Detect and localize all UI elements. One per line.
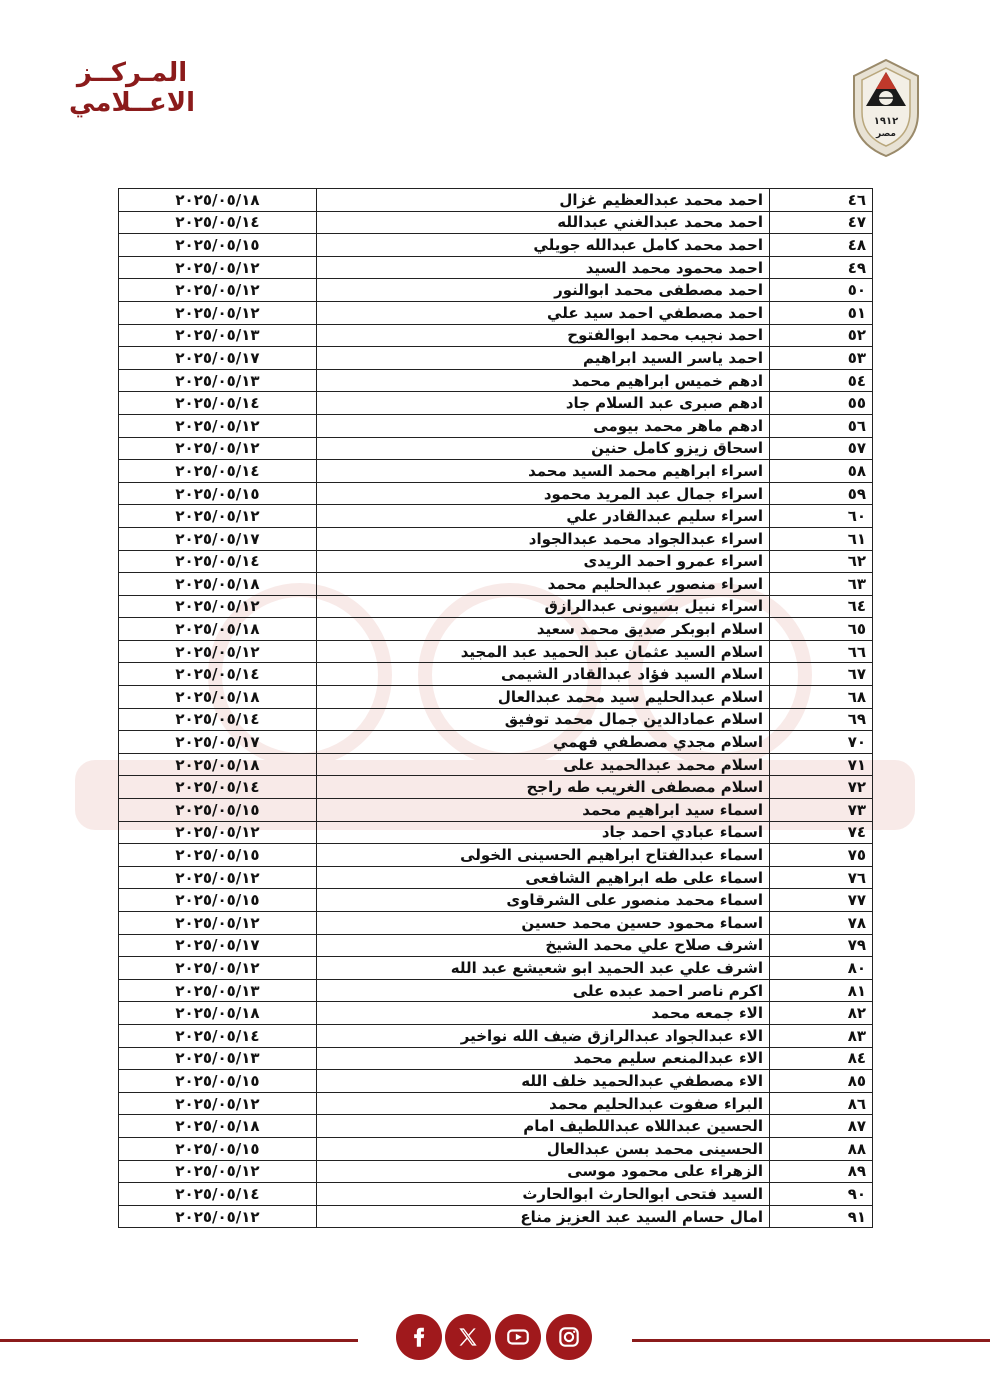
row-name: الاء عبدالجواد عبدالرازق ضيف الله نواخير xyxy=(317,1024,770,1047)
row-number: ٦٢ xyxy=(770,550,873,573)
table-row xyxy=(119,1070,873,1093)
row-number: ٧١ xyxy=(770,753,873,776)
row-name: اسراء سليم عبدالقادر علي xyxy=(317,505,770,528)
row-number: ٦١ xyxy=(770,527,873,550)
row-date: ٢٠٢٥/٠٥/١٤ xyxy=(119,1024,317,1047)
instagram-button[interactable] xyxy=(546,1314,592,1360)
row-name: احمد محمد عبدالغني عبدالله xyxy=(317,211,770,234)
row-date: ٢٠٢٥/٠٥/١٤ xyxy=(119,460,317,483)
table-row xyxy=(119,1047,873,1070)
table-row xyxy=(119,979,873,1002)
table-row xyxy=(119,640,873,663)
row-name: اسراء منصور عبدالحليم محمد xyxy=(317,573,770,596)
row-name: اشرف صلاح علي محمد الشيخ xyxy=(317,934,770,957)
table-row xyxy=(119,437,873,460)
table-row xyxy=(119,414,873,437)
row-number: ٨٠ xyxy=(770,957,873,980)
table-row xyxy=(119,912,873,935)
row-name: اسماء سيد ابراهيم محمد xyxy=(317,799,770,822)
table-row xyxy=(119,1092,873,1115)
table-row xyxy=(119,211,873,234)
table-row xyxy=(119,1205,873,1228)
row-date: ٢٠٢٥/٠٥/١٥ xyxy=(119,889,317,912)
row-name: اسماء على طه ابراهيم الشافعى xyxy=(317,866,770,889)
row-name: اسراء ابراهيم محمد السيد محمد xyxy=(317,460,770,483)
row-date: ٢٠٢٥/٠٥/١٢ xyxy=(119,1092,317,1115)
row-date: ٢٠٢٥/٠٥/١٢ xyxy=(119,414,317,437)
table-row xyxy=(119,301,873,324)
row-date: ٢٠٢٥/٠٥/١٥ xyxy=(119,234,317,257)
row-name: احمد نجيب محمد ابوالفتوح xyxy=(317,324,770,347)
table-row xyxy=(119,279,873,302)
row-date: ٢٠٢٥/٠٥/١٤ xyxy=(119,663,317,686)
table-row xyxy=(119,731,873,754)
row-date: ٢٠٢٥/٠٥/١٨ xyxy=(119,753,317,776)
row-number: ٥٧ xyxy=(770,437,873,460)
row-date: ٢٠٢٥/٠٥/١٧ xyxy=(119,347,317,370)
names-table xyxy=(118,188,873,1228)
row-date: ٢٠٢٥/٠٥/١٢ xyxy=(119,866,317,889)
table-row xyxy=(119,686,873,709)
row-number: ٦٣ xyxy=(770,573,873,596)
row-number: ٨٩ xyxy=(770,1160,873,1183)
row-number: ٨٥ xyxy=(770,1070,873,1093)
row-date: ٢٠٢٥/٠٥/١٥ xyxy=(119,844,317,867)
row-number: ٥٦ xyxy=(770,414,873,437)
row-number: ٨٧ xyxy=(770,1115,873,1138)
row-name: اسماء عبدالفتاح ابراهيم الحسينى الخولى xyxy=(317,844,770,867)
row-name: امال حسام السيد عبد العزيز مناع xyxy=(317,1205,770,1228)
row-number: ٧٨ xyxy=(770,912,873,935)
row-name: اسحاق زيزو كامل حنين xyxy=(317,437,770,460)
row-number: ٤٧ xyxy=(770,211,873,234)
table-row xyxy=(119,392,873,415)
youtube-icon xyxy=(505,1324,531,1350)
row-date: ٢٠٢٥/٠٥/١٣ xyxy=(119,979,317,1002)
table-row xyxy=(119,234,873,257)
table-row xyxy=(119,369,873,392)
row-number: ٤٨ xyxy=(770,234,873,257)
table-body xyxy=(119,189,873,1228)
media-center-title xyxy=(69,58,195,118)
row-name: احمد مصطفى محمد ابوالنور xyxy=(317,279,770,302)
table-row xyxy=(119,527,873,550)
row-name: الزهراء على محمود موسى xyxy=(317,1160,770,1183)
row-number: ٧٩ xyxy=(770,934,873,957)
row-date: ٢٠٢٥/٠٥/١٣ xyxy=(119,324,317,347)
table-row xyxy=(119,844,873,867)
row-date: ٢٠٢٥/٠٥/١٨ xyxy=(119,686,317,709)
table-row xyxy=(119,663,873,686)
row-date: ٢٠٢٥/٠٥/١٧ xyxy=(119,731,317,754)
table-row xyxy=(119,573,873,596)
row-date: ٢٠٢٥/٠٥/١٢ xyxy=(119,505,317,528)
row-date: ٢٠٢٥/٠٥/١٤ xyxy=(119,708,317,731)
row-date: ٢٠٢٥/٠٥/١٤ xyxy=(119,392,317,415)
row-date: ٢٠٢٥/٠٥/١٧ xyxy=(119,527,317,550)
table-row xyxy=(119,505,873,528)
row-date: ٢٠٢٥/٠٥/١٧ xyxy=(119,934,317,957)
row-number: ٧٤ xyxy=(770,821,873,844)
row-number: ٦٧ xyxy=(770,663,873,686)
row-name: اسلام مصطفى الغريب طه راجح xyxy=(317,776,770,799)
table-row xyxy=(119,957,873,980)
row-name: ادهم خميس ابراهيم محمد xyxy=(317,369,770,392)
footer-line-right xyxy=(632,1339,990,1342)
table-row xyxy=(119,1160,873,1183)
row-number: ٨٤ xyxy=(770,1047,873,1070)
footer-line-left xyxy=(0,1339,358,1342)
row-name: احمد مصطفي احمد سيد علي xyxy=(317,301,770,324)
row-date: ٢٠٢٥/٠٥/١٢ xyxy=(119,1160,317,1183)
row-date: ٢٠٢٥/٠٥/١٨ xyxy=(119,573,317,596)
row-date: ٢٠٢٥/٠٥/١٢ xyxy=(119,301,317,324)
table-row xyxy=(119,866,873,889)
row-date: ٢٠٢٥/٠٥/١٨ xyxy=(119,189,317,212)
row-number: ٧٢ xyxy=(770,776,873,799)
row-name: الاء جمعه محمد xyxy=(317,1002,770,1025)
row-name: احمد محمد كامل عبدالله جويلي xyxy=(317,234,770,257)
table-row xyxy=(119,1137,873,1160)
row-name: اسلام السيد عثمان عبد الحميد عبد المجيد xyxy=(317,640,770,663)
row-name: اسماء محمد منصور على الشرقاوى xyxy=(317,889,770,912)
row-date: ٢٠٢٥/٠٥/١٨ xyxy=(119,1115,317,1138)
row-name: احمد محمد عبدالعظيم غزال xyxy=(317,189,770,212)
youtube-button[interactable] xyxy=(495,1314,541,1360)
row-number: ٧٦ xyxy=(770,866,873,889)
row-number: ٦٥ xyxy=(770,618,873,641)
row-date: ٢٠٢٥/٠٥/١٨ xyxy=(119,1002,317,1025)
row-number: ٥٤ xyxy=(770,369,873,392)
x-icon xyxy=(455,1324,481,1350)
emblem-country: مصر xyxy=(875,129,897,139)
row-date: ٢٠٢٥/٠٥/١٢ xyxy=(119,595,317,618)
row-name: الحسين عبداللاه عبداللطيف امام xyxy=(317,1115,770,1138)
row-number: ٦٤ xyxy=(770,595,873,618)
row-date: ٢٠٢٥/٠٥/١٢ xyxy=(119,912,317,935)
syndicate-emblem-icon xyxy=(848,58,924,158)
table-row xyxy=(119,618,873,641)
row-name: الاء مصطفي عبدالحميد خلف الله xyxy=(317,1070,770,1093)
facebook-button[interactable] xyxy=(396,1314,442,1360)
row-date: ٢٠٢٥/٠٥/١٤ xyxy=(119,550,317,573)
row-date: ٢٠٢٥/٠٥/١٢ xyxy=(119,256,317,279)
row-date: ٢٠٢٥/٠٥/١٥ xyxy=(119,799,317,822)
row-number: ٧٥ xyxy=(770,844,873,867)
table-row xyxy=(119,776,873,799)
table-row xyxy=(119,708,873,731)
row-name: اسلام السيد فؤاد عبدالقادر الشيمى xyxy=(317,663,770,686)
row-date: ٢٠٢٥/٠٥/١٨ xyxy=(119,618,317,641)
row-number: ٥٩ xyxy=(770,482,873,505)
table-row xyxy=(119,889,873,912)
table-row xyxy=(119,1115,873,1138)
row-name: اكرم ناصر احمد عبده على xyxy=(317,979,770,1002)
row-number: ٥٨ xyxy=(770,460,873,483)
row-number: ٥٣ xyxy=(770,347,873,370)
row-number: ٤٩ xyxy=(770,256,873,279)
row-name: اسلام محمد عبدالحميد على xyxy=(317,753,770,776)
row-date: ٢٠٢٥/٠٥/١٣ xyxy=(119,369,317,392)
row-date: ٢٠٢٥/٠٥/١٢ xyxy=(119,640,317,663)
row-name: اسماء محمود حسين محمد حسين xyxy=(317,912,770,935)
instagram-icon xyxy=(556,1324,582,1350)
row-name: اسراء جمال عبد المريد محمود xyxy=(317,482,770,505)
row-number: ٧٣ xyxy=(770,799,873,822)
table-row xyxy=(119,189,873,212)
x-button[interactable] xyxy=(445,1314,491,1360)
row-name: اسراء نبيل بسيونى عبدالرازق xyxy=(317,595,770,618)
table-row xyxy=(119,1183,873,1206)
row-name: ادهم صبرى عبد السلام جاد xyxy=(317,392,770,415)
row-number: ٦٠ xyxy=(770,505,873,528)
row-number: ٧٧ xyxy=(770,889,873,912)
row-number: ٧٠ xyxy=(770,731,873,754)
row-number: ٦٨ xyxy=(770,686,873,709)
row-number: ٩٠ xyxy=(770,1183,873,1206)
row-date: ٢٠٢٥/٠٥/١٤ xyxy=(119,211,317,234)
row-name: اسلام عبدالحليم سيد محمد عبدالعال xyxy=(317,686,770,709)
row-number: ٨٣ xyxy=(770,1024,873,1047)
table-row xyxy=(119,482,873,505)
facebook-icon xyxy=(406,1324,432,1350)
row-number: ٦٦ xyxy=(770,640,873,663)
table-row xyxy=(119,753,873,776)
row-number: ٥٠ xyxy=(770,279,873,302)
row-name: ادهم ماهر محمد بيومى xyxy=(317,414,770,437)
row-name: اسلام عمادالدين جمال محمد توفيق xyxy=(317,708,770,731)
row-date: ٢٠٢٥/٠٥/١٤ xyxy=(119,1183,317,1206)
title-line-2: الاعــلامي xyxy=(69,88,195,118)
row-date: ٢٠٢٥/٠٥/١٢ xyxy=(119,437,317,460)
table-row xyxy=(119,550,873,573)
row-number: ٨٢ xyxy=(770,1002,873,1025)
row-name: احمد محمود محمد السيد xyxy=(317,256,770,279)
row-name: احمد ياسر السيد ابراهيم xyxy=(317,347,770,370)
row-number: ٤٦ xyxy=(770,189,873,212)
row-date: ٢٠٢٥/٠٥/١٢ xyxy=(119,1205,317,1228)
row-name: اسلام ابوبكر صديق محمد سعيد xyxy=(317,618,770,641)
row-date: ٢٠٢٥/٠٥/١٤ xyxy=(119,776,317,799)
row-name: البراء صفوت عبدالحليم محمد xyxy=(317,1092,770,1115)
row-date: ٢٠٢٥/٠٥/١٢ xyxy=(119,957,317,980)
row-name: السيد فتحى ابوالحارث ابوالحارث xyxy=(317,1183,770,1206)
table-row xyxy=(119,1024,873,1047)
row-number: ٦٩ xyxy=(770,708,873,731)
row-number: ٨١ xyxy=(770,979,873,1002)
row-name: اسلام مجدي مصطفي فهمي xyxy=(317,731,770,754)
row-date: ٢٠٢٥/٠٥/١٢ xyxy=(119,279,317,302)
row-name: الحسينى محمد بسن عبدالعال xyxy=(317,1137,770,1160)
table-row xyxy=(119,256,873,279)
row-name: اشرف علي عبد الحميد ابو شعيشع عبد الله xyxy=(317,957,770,980)
table-row xyxy=(119,934,873,957)
row-name: اسراء عمرو احمد الريدى xyxy=(317,550,770,573)
table-row xyxy=(119,799,873,822)
row-name: اسماء عبادي احمد جاد xyxy=(317,821,770,844)
row-date: ٢٠٢٥/٠٥/١٥ xyxy=(119,1070,317,1093)
table-row xyxy=(119,347,873,370)
table-row xyxy=(119,821,873,844)
row-date: ٢٠٢٥/٠٥/١٥ xyxy=(119,1137,317,1160)
row-number: ٩١ xyxy=(770,1205,873,1228)
table-row xyxy=(119,595,873,618)
row-number: ٨٦ xyxy=(770,1092,873,1115)
row-number: ٨٨ xyxy=(770,1137,873,1160)
row-number: ٥٢ xyxy=(770,324,873,347)
table-row xyxy=(119,1002,873,1025)
emblem-year: ١٩١٢ xyxy=(873,116,899,127)
row-number: ٥١ xyxy=(770,301,873,324)
row-name: اسراء عبدالجواد محمد عبدالجواد xyxy=(317,527,770,550)
table-row xyxy=(119,460,873,483)
row-name: الاء عبدالمنعم سليم محمد xyxy=(317,1047,770,1070)
row-date: ٢٠٢٥/٠٥/١٣ xyxy=(119,1047,317,1070)
table-row xyxy=(119,324,873,347)
row-date: ٢٠٢٥/٠٥/١٢ xyxy=(119,821,317,844)
row-number: ٥٥ xyxy=(770,392,873,415)
title-line-1: المـركــز xyxy=(76,58,188,88)
row-date: ٢٠٢٥/٠٥/١٥ xyxy=(119,482,317,505)
